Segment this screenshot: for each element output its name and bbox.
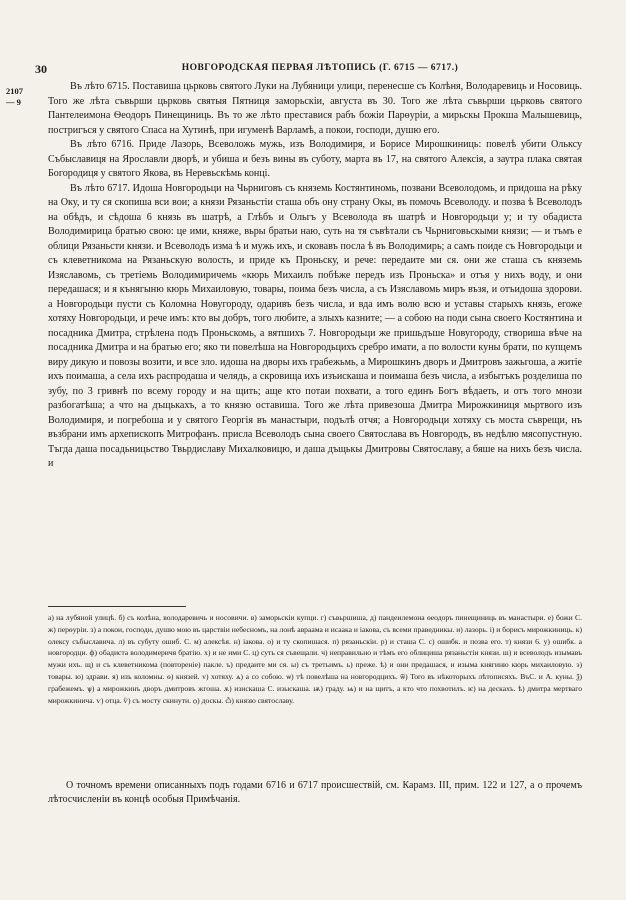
paragraph-year-6716: Въ лѣто 6716. Приде Лазорь, Всеволожь мужь, изъ Володимиря, и Борисе Мирошкиниць: повелѣ убити Ольксу Събыславиця на Ярославли дворѣ, и убиша и безъ вины въ суботу, марта въ 17, на святого Алексiя, а заутра плака святая Богородиця у святого Якова, въ Неревьскѣмь концi. bbox=[48, 139, 582, 179]
footnote-divider bbox=[48, 606, 186, 607]
running-head: НОВГОРОДСКАЯ ПЕРВАЯ ЛѢТОПИСЬ (Г. 6715 — 6717.) bbox=[181, 63, 459, 73]
endnote-text: О точномъ времени описанныхъ подъ годами 6716 и 6717 происшествiй, см. Карамз. III, прим. 122 и 127, а о прочемъ лѣтосчисленiи въ концѣ особыя Примѣчанія. bbox=[48, 780, 582, 805]
page-number: 30 bbox=[35, 62, 47, 76]
main-text bbox=[48, 80, 582, 472]
paragraph-year-6715: Въ лѣто 6715. Поставиша цьрковь святого Луки на Лубяници улици, перенесше съ Колѣня, Володаревиць и Носовиць. Того же лѣта съвьрши цьрковь святыя Пятниця заморьскiи, августа въ 30. Того же лѣта съвьрши цьрковь святого Пантелеимона Ѳеодоръ Пинещиниць. Въ то же лѣто преставися рабъ божiи Парѳурiи, а мирьскы Прокша Малышевиць, постригъся у святого Спаса на Хутинѣ, при игуменѣ Варламѣ, а покои, господи, душю его. bbox=[48, 81, 582, 136]
paragraph-year-6717: Въ лѣто 6717. Идоша Новгородьци на Чьрниговъ съ княземь Костянтиномь, позвани Всеволодомь, и придоша на рѣку на Оку, и ту ся скопиша вси вои; а князи Рязаньстiи сташа объ ону страну Окы, въ помочь Всеволоду. и позва ѣ Всеволодъ на обѣдъ, и сѣдоша 6 князь въ шатрѣ, а Глѣбъ и Ольгъ у Всеволода въ шатрѣ и Новгородьци у; и ту обадиста Володимирица братью свою: це ими, княже, вьры братьи наю, суть на тя съвѣтали съ Чьрниговьскыми князи; — и тъмъ е облици Рязаньсти князи. и Всеволодъ изма ѣ и мужь ихъ, и сковавъ посла ѣ въ Володимирь; а самъ поиде съ Новгородьци и съ клеветникома на Рязаньскую волость, и приде къ Проньску, и рече: передаите ми ся. они же сташа съ княземь Изяславомь, съ третiемь Володимиричемь «кюрь Михаилъ побѣже передъ изъ Проньска» и отъя у нихъ воду, и они передашася; и я кънягыню кюрь Михаиловую, товары, поима безъ числа, а съ Изяславомь миръ възя, и отъидоша здорови. а Новгородьци пусти съ Коломна Новугороду, одаривъ безъ числа, и вда имъ волю всю и уставы старыхъ князь, егоже хотяху Новгородьци, и рече имъ: кто вы добръ, того любите, а злыхъ казните; — а собою на поди сына своего Костянтина и посадника Дмитра, стрѣлена подъ Проньскомь, а вятшихъ 7. Новгородьци же пришьдъше Новугороду, створиша вѣче на посадника Дмитра и на братью его; яко ти повелѣша на Новгородьцихъ сребро имати, а по волости куны брати, по купцемъ виру дикую и повозы возити, и все зло. идоша на дворы ихъ грабежьмь, а Мирошкинъ дворъ и Дмитровъ зажьгоша, а житiе ихъ поимаша, а села ихъ распродаша и челядь, а скровища ихъ изъискаша и поимаша безъ числа, а избытъкъ розделиша по зубу, по 3 гривнѣ по всему городу и на щить; аще кто потаи похвати, а того единъ Богъ вѣдаеть, и отъ того мнози разбогатѣша; а что на дъщькахъ, а то князю оставиша. Того же лѣта привезоша Дмитра Мирожкиниця мьртвого изъ Володимиря, и погребоша и у святого Георгiя въ манастыри, подълѣ отчя; а Новгородьци хотяху съ моста съврещи, нъ възбрани имъ архепископъ Митрофанъ. присла Всеволодъ сына своего Святослава въ Новгородъ, въ недѣлю мясопустную. Тъгда даша посадьницьство Твьрдиславу Михалковицю, и даша дъщькы Дмитровы Святославу, а бяше на нихъ безъ числа. и bbox=[48, 182, 582, 469]
footnote-variants: а) на лубяной улицѣ. б) съ колѣна, володаревичь и носовичи. в) заморьскiи купци. г) съвьршиша, д) пандеилемона ѳеодоръ пинещиниць въ манастыри. е) божи С. ж) перѳурiи. з) а покои, господи, душю мою въ царствiи небесномъ, на лонѣ авраама и исаака и iакова, съ всеми праведникы. и) лазорь. i) и борисъ мирожкиниць. к) олексу събыславича. л) въ субуту ошиб. С. м) алексѣя. н) iакова. о) и ту скопишася. п) рязаньскiи. р) и сташа С. с) ошибк. и позва его. т) князи 6. у) ошибк. а новгородци. ф) обадиста володимеричя братiю. х) и не ими С. ц) суть ся съвещали. ч) неправильно и тѣмъ его облициша рязаньстiи князи. ш) и всеволодъ изымавъ мужи ихъ. щ) и съ клеветникома (повтореніе) пакле. ъ) предаите ми ся. ы) съ третьимъ. ь) преже. ѣ) и они предашася, и изыма княгиню кюрь михаиловую. э) товары. ю) здрави. я) изъ коломны. ѳ) князей. v) хотяху. ѧ) а со собою. ѡ) тѣ повелѣша на новгородцихъ. ѿ) Того въ нѣкоторыхъ лѣтописяхъ. ВъС. и А. куны. ѯ) грабежемъ. ѱ) а мирожкинъ дворъ дмитровъ жгоша. ѫ) изискаша С. изыскаша. ѭ) граду. ѩ) и на щитъ, а кто что похвотилъ. ѥ) на дескахъ. ѣ) дмитра мертваго мирожкинича. ѵ) отца. ѷ) съ мосту скинути. ѻ) доскы. ѽ) князю святославу. bbox=[48, 613, 582, 705]
endnote bbox=[48, 779, 582, 807]
margin-note-range: — 9 bbox=[6, 97, 21, 107]
footnotes bbox=[48, 612, 582, 706]
margin-note-page-ref: 2107 bbox=[6, 86, 23, 96]
